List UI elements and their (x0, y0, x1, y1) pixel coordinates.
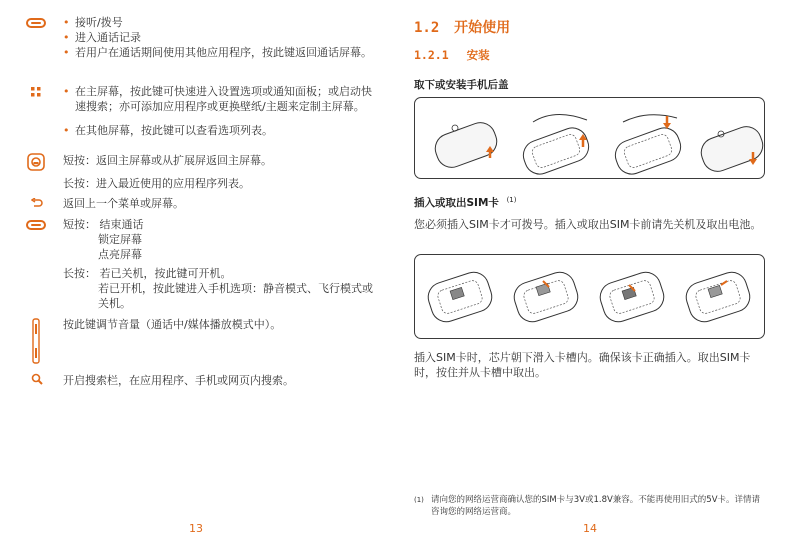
section-heading (414, 17, 510, 37)
sim-instructions: 插入SIM卡时，芯片朝下滑入卡槽内。确保该卡正确插入。取出SIM卡时，按住并从卡槽中取出。 (414, 351, 751, 379)
page-number-right: 14 (583, 522, 597, 535)
phone-cover-step-3 (611, 115, 685, 178)
section-title: 开始使用 (454, 20, 511, 36)
sim-step-1 (424, 268, 495, 325)
subsection-number: 1.2.1 (414, 48, 449, 62)
home-key-text (63, 153, 378, 191)
end-short-label: 短按： (63, 218, 96, 231)
end-long-label: 长按： (63, 267, 96, 280)
bullet-menu-other: • 在其他屏幕，按此键可以查看选项列表。 (63, 123, 378, 138)
back-cover-figure (414, 97, 765, 179)
call-key-icon (24, 16, 48, 30)
subsection-heading (414, 47, 490, 63)
end-short-item-1: 结束通话 (99, 218, 144, 231)
bullet-answer: • 接听/拨号 (63, 15, 378, 30)
bullet-menu-home: • 在主屏幕，按此键可快速进入设置选项或通知面板；或启动快速搜索；亦可添加应用程序或更换壁纸/主题来定制主屏幕。 (63, 84, 378, 114)
sim-heading (414, 195, 517, 210)
bullet-return-call: • 若用户在通话期间使用其他应用程序，按此键返回通话屏幕。 (63, 45, 378, 60)
sim-step-3 (596, 268, 667, 325)
end-key-icon (24, 218, 48, 232)
right-page (393, 0, 786, 559)
phone-cover-step-4 (697, 122, 766, 175)
back-key-text: 返回上一个菜单或屏幕。 (63, 197, 184, 210)
end-long-item-2: 若已开机，按此键进入手机选项：静音模式、飞行模式或关机。 (98, 282, 373, 310)
sim-step-4 (682, 268, 753, 325)
search-key-icon (30, 372, 44, 386)
footnote-mark: (1) (414, 496, 424, 504)
sim-figure (414, 254, 765, 339)
phone-cover-step-1 (431, 118, 501, 171)
volume-key-icon (31, 317, 41, 365)
end-key-long (63, 266, 378, 311)
home-short-press: 短按：返回主屏幕或从扩展屏返回主屏幕。 (63, 154, 272, 167)
home-long-press: 长按：进入最近使用的应用程序列表。 (63, 177, 250, 190)
sim-heading-text: 插入或取出SIM卡 (414, 197, 499, 209)
home-key-icon (27, 153, 45, 171)
section-number: 1.2 (414, 20, 440, 36)
sim-step-2 (510, 268, 581, 325)
end-short-item-2: 锁定屏幕 (98, 233, 142, 246)
menu-key-bullets (63, 84, 378, 138)
sim-intro: 您必须插入SIM卡才可拨号。插入或取出SIM卡前请先关机及取出电池。 (414, 218, 762, 231)
footnote-text: 请向您的网络运营商确认您的SIM卡与3V或1.8V兼容。不能再使用旧式的5V卡。详情请咨询您的网络运营商。 (431, 495, 761, 517)
volume-key-text: 按此键调节音量（通话中/媒体播放模式中）。 (63, 318, 282, 331)
page-number-left: 13 (189, 522, 203, 535)
end-key-short (63, 217, 378, 262)
call-key-bullets (63, 15, 378, 60)
bullet-call-log: • 进入通话记录 (63, 30, 378, 45)
sim-heading-footnote-ref: (1) (506, 195, 517, 204)
end-short-item-3: 点亮屏幕 (98, 248, 142, 261)
cover-heading: 取下或安装手机后盖 (414, 79, 509, 91)
subsection-title: 安装 (466, 48, 490, 62)
end-long-item-1: 若已关机，按此键可开机。 (99, 267, 232, 280)
phone-cover-step-2 (519, 114, 593, 178)
menu-key-icon (30, 86, 42, 98)
footnote (414, 494, 766, 518)
back-key-icon (30, 197, 44, 209)
search-key-text: 开启搜索栏，在应用程序、手机或网页内搜索。 (63, 374, 294, 387)
